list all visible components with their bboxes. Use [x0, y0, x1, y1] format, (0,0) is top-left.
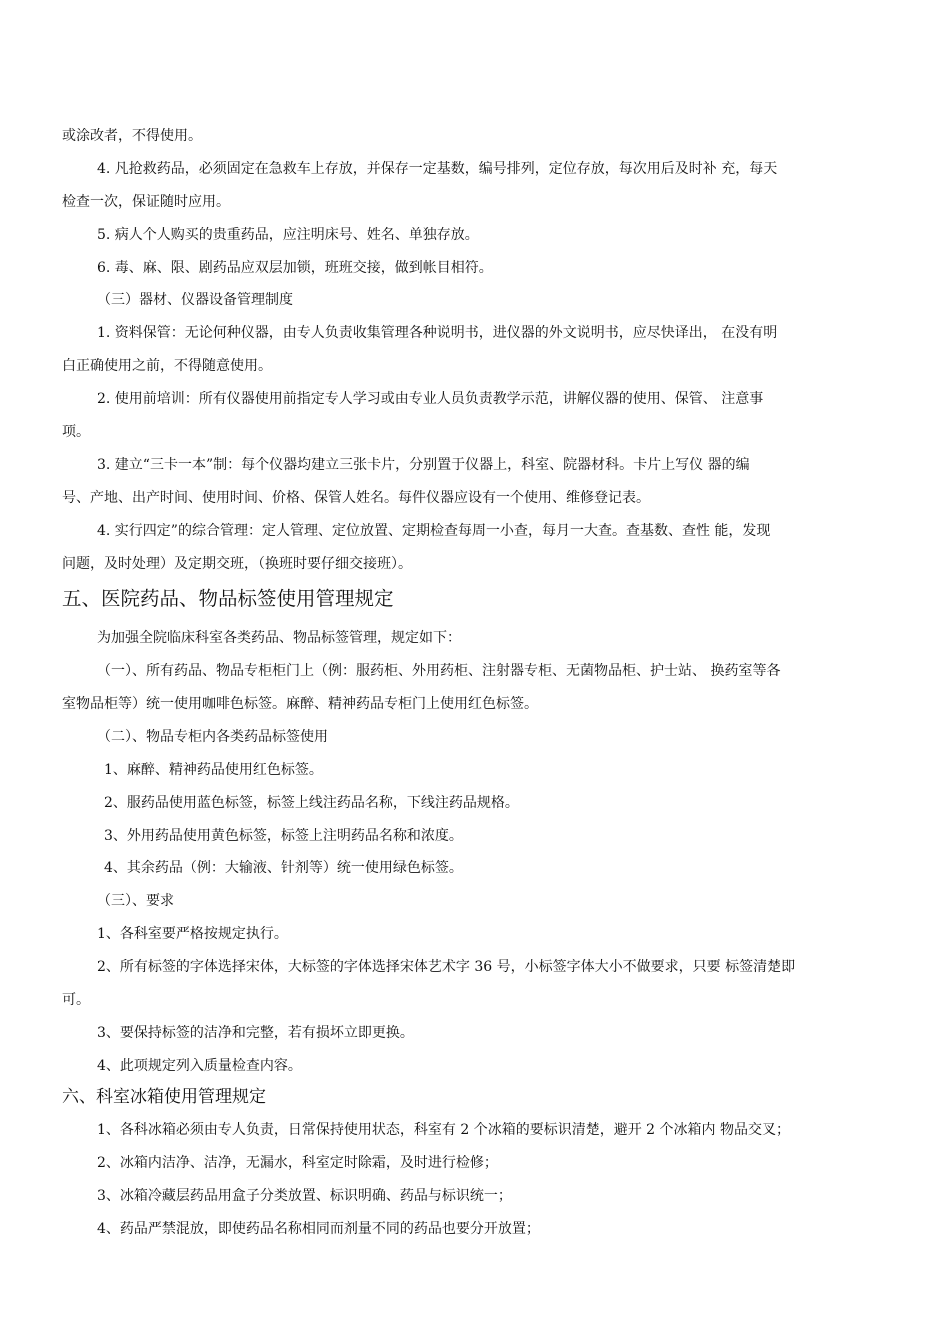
- paragraph-line: 检查一次，保证随时应用。: [62, 194, 230, 210]
- paragraph-line: 1. 资料保管：无论何种仪器，由专人负责收集管理各种说明书，进仪器的外文说明书，应尽快译出， 在没有明: [97, 325, 778, 341]
- paragraph-line: 4. 实行四定”的综合管理：定人管理、定位放置、定期检查每周一小查，每月一大查。查基数、查性 能，发现: [97, 523, 771, 539]
- list-item: 2、服药品使用蓝色标签，标签上线注药品名称，下线注药品规格。: [104, 795, 519, 811]
- section-heading: 六、科室冰箱使用管理规定: [62, 1087, 266, 1107]
- list-item: 4、此项规定列入质量检查内容。: [97, 1058, 302, 1074]
- paragraph-line: 6. 毒、麻、限、剧药品应双层加锁，班班交接，做到帐目相符。: [97, 260, 493, 276]
- list-item: 2、冰箱内洁净、洁净，无漏水，科室定时除霜，及时进行检修；: [97, 1155, 498, 1171]
- paragraph-line: （一）、所有药品、物品专柜柜门上（例：服药柜、外用药柜、注射器专柜、无菌物品柜、护士站、 换药室等各: [97, 663, 781, 679]
- paragraph-line: 可。: [62, 992, 90, 1008]
- list-item: 2、所有标签的字体选择宋体，大标签的字体选择宋体艺术字 36 号，小标签字体大小不做要求，只要 标签清楚即: [97, 959, 796, 975]
- paragraph-line: 室物品柜等）统一使用咖啡色标签。麻醉、精神药品专柜门上使用红色标签。: [62, 696, 538, 712]
- paragraph-line: 为加强全院临床科室各类药品、物品标签管理，规定如下：: [97, 630, 461, 646]
- subsection-heading: （二）、物品专柜内各类药品标签使用: [97, 729, 328, 745]
- paragraph-line: 2. 使用前培训：所有仪器使用前指定专人学习或由专业人员负责教学示范，讲解仪器的使用、保管、 注意事: [97, 391, 764, 407]
- paragraph-line: 3. 建立“三卡一本”制：每个仪器均建立三张卡片，分别置于仪器上，科室、院器材科。卡片上写仪 器的编: [97, 457, 750, 473]
- paragraph-line: 项。: [62, 424, 90, 440]
- list-item: 3、要保持标签的洁净和完整，若有损坏立即更换。: [97, 1025, 414, 1041]
- list-item: 4、其余药品（例：大输液、针剂等）统一使用绿色标签。: [104, 860, 463, 876]
- paragraph-line: 白正确使用之前，不得随意使用。: [62, 358, 272, 374]
- paragraph-line: 问题，及时处理）及定期交班，（换班时要仔细交接班）。: [62, 556, 412, 572]
- list-item: 3、冰箱冷藏层药品用盒子分类放置、标识明确、药品与标识统一；: [97, 1188, 512, 1204]
- paragraph-line: 5. 病人个人购买的贵重药品，应注明床号、姓名、单独存放。: [97, 227, 479, 243]
- paragraph-line: 或涂改者，不得使用。: [62, 128, 202, 144]
- list-item: 1、各科室要严格按规定执行。: [97, 926, 288, 942]
- list-item: 1、麻醉、精神药品使用红色标签。: [104, 762, 323, 778]
- subsection-heading: （三）、要求: [97, 893, 174, 909]
- paragraph-line: 4. 凡抢救药品，必须固定在急救车上存放，并保存一定基数，编号排列，定位存放，每次用后及时补 充，每天: [97, 161, 778, 177]
- paragraph-line: 号、产地、出产时间、使用时间、价格、保管人姓名。每件仪器应设有一个使用、维修登记表。: [62, 490, 650, 506]
- subsection-heading: （三）器材、仪器设备管理制度: [97, 292, 293, 308]
- list-item: 4、药品严禁混放，即使药品名称相同而剂量不同的药品也要分开放置；: [97, 1221, 540, 1237]
- list-item: 1、各科冰箱必须由专人负责，日常保持使用状态，科室有 2 个冰箱的要标识清楚，避开 2 个冰箱内 物品交叉；: [97, 1122, 790, 1138]
- section-heading: 五、医院药品、物品标签使用管理规定: [62, 587, 394, 610]
- list-item: 3、外用药品使用黄色标签，标签上注明药品名称和浓度。: [104, 828, 463, 844]
